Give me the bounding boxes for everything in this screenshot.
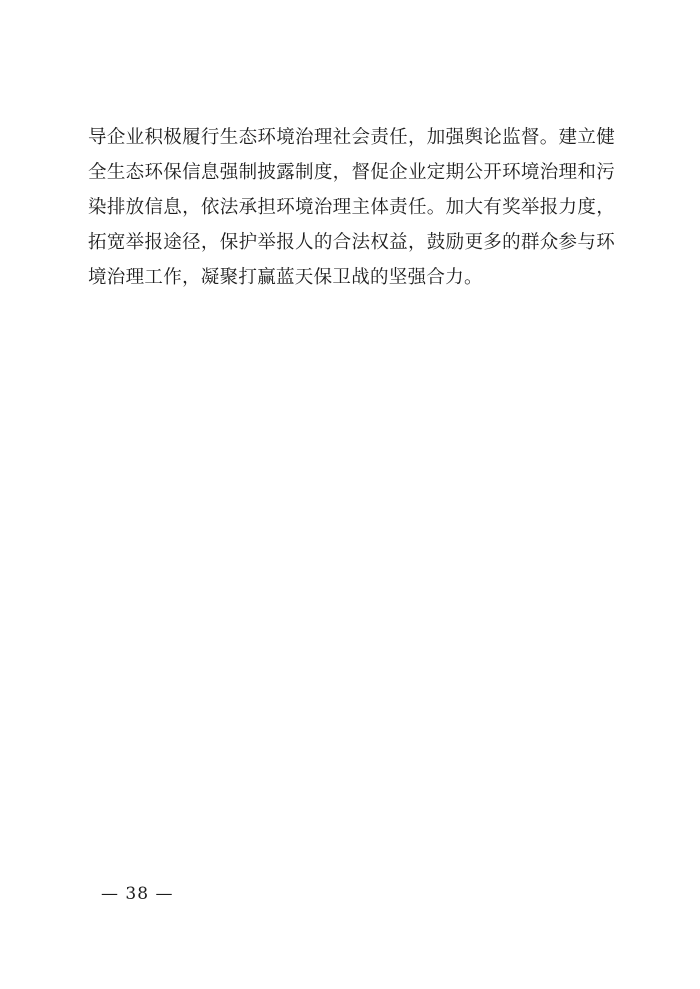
page-number: — 38 —: [101, 884, 174, 904]
text-line-1: 导企业积极履行生态环境治理社会责任，加强舆论监督。建立健: [88, 127, 615, 148]
paragraph-body-text: [88, 120, 615, 295]
text-line-4: 拓宽举报途径，保护举报人的合法权益，鼓励更多的群众参与环: [88, 232, 615, 253]
text-line-5: 境治理工作，凝聚打赢蓝天保卫战的坚强合力。: [88, 267, 483, 288]
text-line-3: 染排放信息，依法承担环境治理主体责任。加大有奖举报力度，: [88, 197, 615, 218]
text-line-2: 全生态环保信息强制披露制度，督促企业定期公开环境治理和污: [88, 162, 615, 183]
